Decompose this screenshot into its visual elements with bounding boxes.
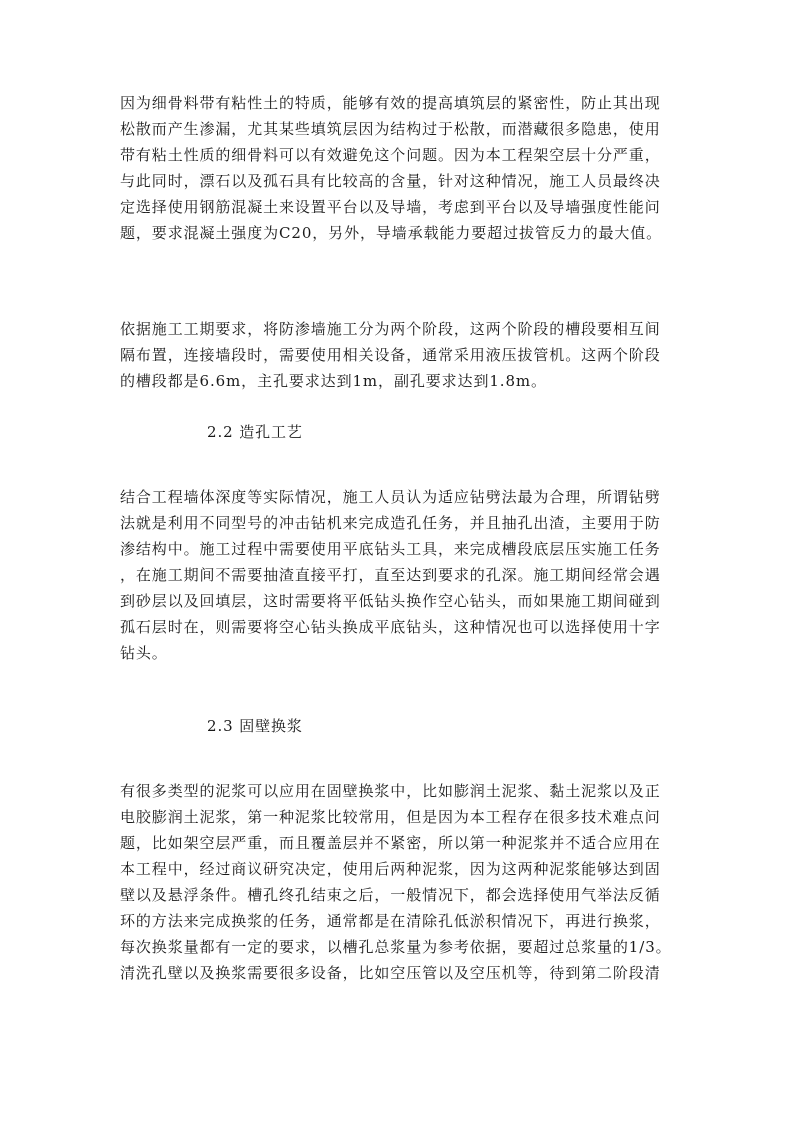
text-line: 渗结构中。施工过程中需要使用平底钻头工具，来完成槽段底层压实施工任务 <box>120 540 661 558</box>
section-heading-2-2: 2.2 造孔工艺 <box>207 423 303 441</box>
paragraph-drilling-process <box>120 484 680 666</box>
text-line: 环的方法来完成换浆的任务，通常都是在清除孔低淤积情况下，再进行换浆， <box>120 912 661 930</box>
paragraph-construction-phases <box>120 316 680 394</box>
text-line: 本工程中，经过商议研究决定，使用后两种泥浆，因为这两种泥浆能够达到固 <box>120 860 661 878</box>
text-line: 题，要求混凝土强度为C20，另外，导墙承载能力要超过拔管反力的最大值。 <box>120 224 663 242</box>
paragraph-fine-aggregate <box>120 90 680 246</box>
text-line: 定选择使用钢筋混凝土来设置平台以及导墙，考虑到平台以及导墙强度性能问 <box>120 198 661 216</box>
text-line: 孤石层时在，则需要将空心钻头换成平底钻头，这种情况也可以选择使用十字 <box>120 618 661 636</box>
text-line: 带有粘土性质的细骨料可以有效避免这个问题。因为本工程架空层十分严重， <box>120 146 661 164</box>
text-line: 结合工程墙体深度等实际情况，施工人员认为适应钻劈法最为合理，所谓钻劈 <box>120 488 661 506</box>
text-line: 到砂层以及回填层，这时需要将平低钻头换作空心钻头，而如果施工期间碰到 <box>120 592 661 610</box>
text-line: 每次换浆量都有一定的要求，以槽孔总浆量为参考依据，要超过总浆量的1/3。 <box>120 938 672 956</box>
text-line: ，在施工期间不需要抽渣直接平打，直至达到要求的孔深。施工期间经常会遇 <box>120 566 661 584</box>
text-line: 有很多类型的泥浆可以应用在固壁换浆中，比如膨润土泥浆、黏土泥浆以及正 <box>120 782 661 800</box>
text-line: 松散而产生渗漏，尤其某些填筑层因为结构过于松散，而潜藏很多隐患，使用 <box>120 120 661 138</box>
text-line: 法就是利用不同型号的冲击钻机来完成造孔任务，并且抽孔出渣，主要用于防 <box>120 514 661 532</box>
text-line: 与此同时，漂石以及孤石具有比较高的含量，针对这种情况，施工人员最终决 <box>120 172 661 190</box>
paragraph-wall-slurry <box>120 778 680 986</box>
text-line: 壁以及悬浮条件。槽孔终孔结束之后，一般情况下，都会选择使用气举法反循 <box>120 886 661 904</box>
text-line: 钻头。 <box>120 644 168 662</box>
text-line: 隔布置，连接墙段时，需要使用相关设备，通常采用液压拔管机。这两个阶段 <box>120 346 661 364</box>
text-line: 清洗孔壁以及换浆需要很多设备，比如空压管以及空压机等，待到第二阶段清 <box>120 964 661 982</box>
text-line: 的槽段都是6.6m，主孔要求达到1m，副孔要求达到1.8m。 <box>120 372 547 390</box>
text-line: 依据施工工期要求，将防渗墙施工分为两个阶段，这两个阶段的槽段要相互间 <box>120 320 661 338</box>
text-line: 电胶膨润土泥浆，第一种泥浆比较常用，但是因为本工程存在很多技术难点问 <box>120 808 661 826</box>
text-line: 因为细骨料带有粘性土的特质，能够有效的提高填筑层的紧密性，防止其出现 <box>120 94 661 112</box>
section-heading-2-3: 2.3 固壁换浆 <box>207 717 303 735</box>
text-line: 题，比如架空层严重，而且覆盖层并不紧密，所以第一种泥浆并不适合应用在 <box>120 834 661 852</box>
